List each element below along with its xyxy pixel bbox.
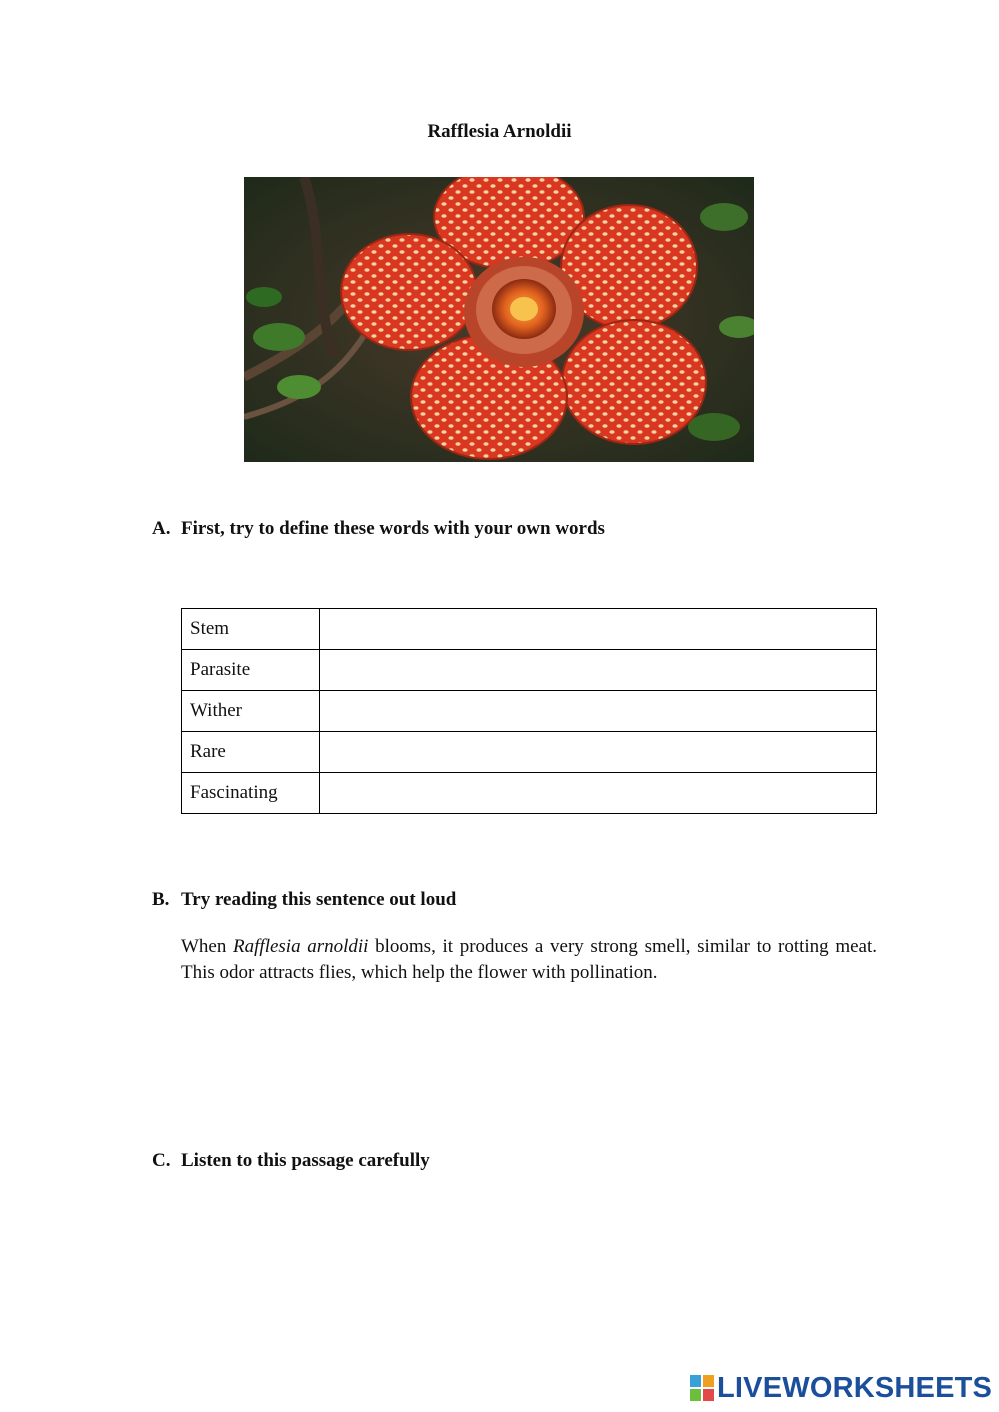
definition-word: Stem — [182, 609, 320, 650]
species-name: Rafflesia arnoldii — [233, 936, 369, 957]
section-a-letter: A. — [152, 518, 171, 539]
section-c-heading — [152, 1150, 430, 1172]
section-c-letter: C. — [152, 1150, 171, 1171]
rafflesia-flower-photo — [244, 177, 754, 462]
definition-answer-cell — [320, 773, 877, 814]
section-a-title: First, try to define these words with your own words — [181, 518, 605, 539]
definition-answer-input[interactable] — [320, 732, 876, 772]
definition-answer-input[interactable] — [320, 650, 876, 690]
definition-word: Parasite — [182, 650, 320, 691]
definition-answer-cell — [320, 732, 877, 773]
definition-answer-input[interactable] — [320, 691, 876, 731]
section-b-letter: B. — [152, 889, 170, 910]
worksheet-title: Rafflesia Arnoldii — [427, 121, 572, 142]
paragraph-end: blooms, it produces a very strong smell, similar to rotting meat. This odor attracts flies, which help the flower with pollination. — [181, 936, 878, 983]
definition-answer-cell — [320, 609, 877, 650]
section-b-title: Try reading this sentence out loud — [181, 889, 457, 910]
definition-answer-cell — [320, 691, 877, 732]
liveworksheets-logo-icon — [690, 1375, 714, 1401]
section-a-heading — [152, 518, 605, 540]
paragraph-start: When — [181, 936, 234, 957]
definition-answer-input[interactable] — [320, 773, 876, 813]
definition-answer-cell — [320, 650, 877, 691]
definition-row — [182, 732, 877, 773]
definition-row — [182, 773, 877, 814]
definition-row — [182, 691, 877, 732]
liveworksheets-logo-text: LIVEWORKSHEETS — [717, 1371, 993, 1404]
definition-word: Rare — [182, 732, 320, 773]
definition-word: Fascinating — [182, 773, 320, 814]
definition-row — [182, 650, 877, 691]
liveworksheets-logo — [690, 1370, 992, 1406]
section-c-title: Listen to this passage carefully — [181, 1150, 430, 1171]
definition-row — [182, 609, 877, 650]
definition-answer-input[interactable] — [320, 609, 876, 649]
definitions-table — [181, 608, 877, 814]
reading-paragraph — [181, 934, 877, 986]
section-b-heading — [152, 889, 456, 911]
definition-word: Wither — [182, 691, 320, 732]
